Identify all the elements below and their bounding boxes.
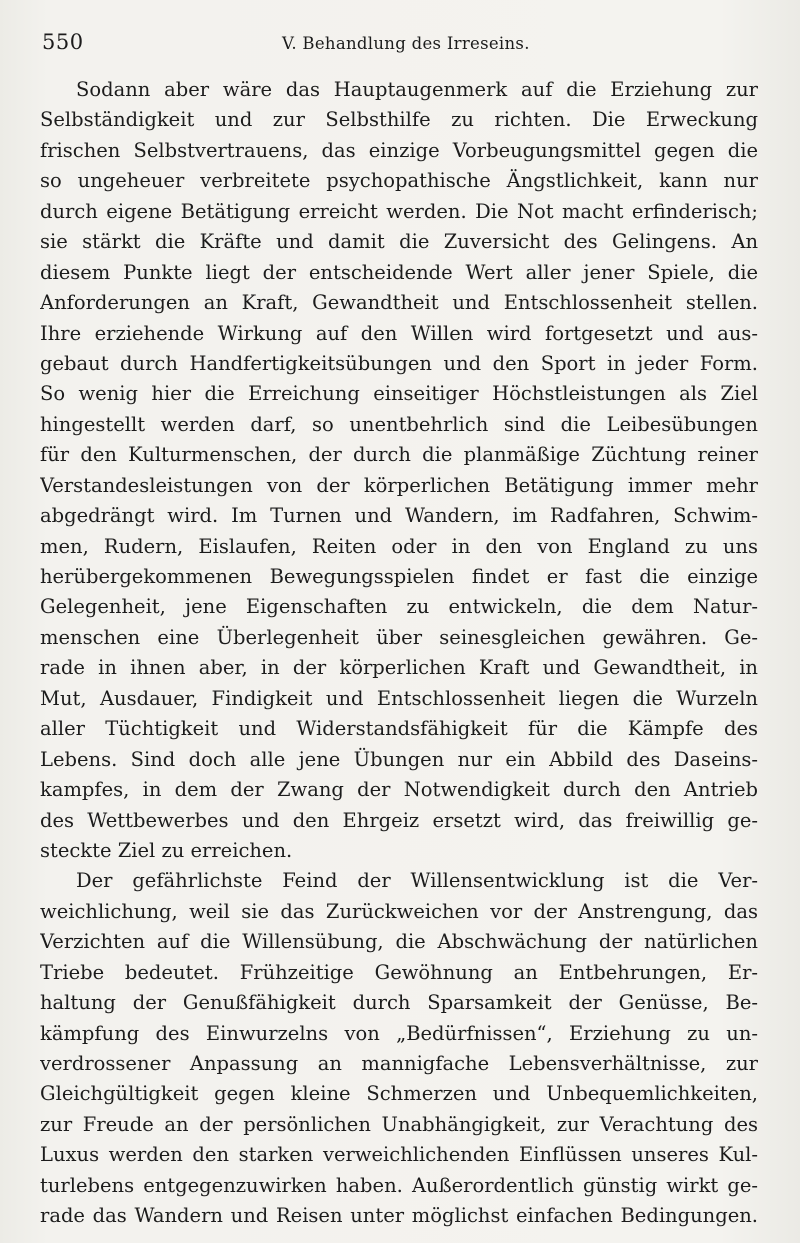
text-line: Selbständigkeit und zur Selbsthilfe zu richten. Die Erweckung [40, 108, 758, 132]
text-line: weichlichung, weil sie das Zurückweichen vor der Anstrengung, das [40, 899, 758, 923]
text-line: Verzichten auf die Willensübung, die Abschwächung der natürlichen [40, 930, 758, 954]
text-line: men, Rudern, Eislaufen, Reiten oder in den von England zu uns [40, 534, 758, 558]
text-line: Anforderungen an Kraft, Gewandtheit und Entschlossenheit stellen. [40, 291, 758, 315]
text-line: kampfes, in dem der Zwang der Notwendigkeit durch den Antrieb [40, 778, 758, 802]
text-line: so ungeheuer verbreitete psychopathische Ängstlichkeit, kann nur [40, 169, 758, 193]
text-line: Verstandesleistungen von der körperlichen Betätigung immer mehr [40, 473, 758, 497]
text-line: So wenig hier die Erreichung einseitiger Höchstleistungen als Ziel [40, 382, 758, 406]
text-line: Lebens. Sind doch alle jene Übungen nur ein Abbild des Daseins- [40, 747, 758, 771]
text-line: aller Tüchtigkeit und Widerstandsfähigkeit für die Kämpfe des [40, 717, 758, 741]
page-number: 550 [42, 30, 84, 54]
text-line: steckte Ziel zu erreichen. [40, 838, 293, 862]
page-header [42, 28, 758, 60]
text-line: rade in ihnen aber, in der körperlichen Kraft und Gewandtheit, in [40, 656, 758, 680]
text-line: Gelegenheit, jene Eigenschaften zu entwickeln, die dem Natur- [40, 595, 758, 619]
text-line: herübergekommenen Bewegungsspielen findet er fast die einzige [40, 565, 758, 588]
text-line: sie stärkt die Kräfte und damit die Zuversicht des Gelingens. An [40, 230, 758, 254]
text-line: Sodann aber wäre das Hauptaugenmerk auf die Erziehung zur [76, 78, 758, 101]
text-line: zur Freude an der persönlichen Unabhängigkeit, zur Verachtung des [40, 1112, 758, 1136]
text-line: gebaut durch Handfertigkeitsübungen und den Sport in jeder Form. [40, 351, 758, 375]
text-line: verdrossener Anpassung an mannigfache Lebensverhältnisse, zur [40, 1052, 758, 1075]
text-line: menschen eine Überlegenheit über seinesgleichen gewähren. Ge- [40, 625, 758, 649]
text-line: Der gefährlichste Feind der Willensentwicklung ist die Ver- [76, 869, 758, 893]
text-line: rade das Wandern und Reisen unter möglichst einfachen Bedingungen. [40, 1204, 758, 1228]
text-line: Ihre erziehende Wirkung auf den Willen wird fortgesetzt und aus- [40, 321, 758, 345]
body-text [40, 75, 758, 1232]
text-line: haltung der Genußfähigkeit durch Sparsamkeit der Genüsse, Be- [40, 991, 758, 1015]
text-line: kämpfung des Einwurzelns von „Bedürfnissen“, Erziehung zu un- [40, 1021, 758, 1045]
text-line: Gleichgültigkeit gegen kleine Schmerzen und Unbequemlichkeiten, [40, 1082, 758, 1106]
text-line: für den Kulturmenschen, der durch die planmäßige Züchtung reiner [40, 443, 758, 467]
running-head: V. Behandlung des Irreseins. [282, 34, 530, 53]
text-line: des Wettbewerbes und den Ehrgeiz ersetzt wird, das freiwillig ge- [40, 808, 758, 832]
text-line: durch eigene Betätigung erreicht werden. Die Not macht erfinderisch; [40, 199, 758, 223]
text-line: Mut, Ausdauer, Findigkeit und Entschlossenheit liegen die Wurzeln [40, 686, 758, 710]
text-line: abgedrängt wird. Im Turnen und Wandern, im Radfahren, Schwim- [40, 504, 758, 528]
text-line: frischen Selbstvertrauens, das einzige Vorbeugungsmittel gegen die [40, 138, 758, 162]
text-line: diesem Punkte liegt der entscheidende Wert aller jener Spiele, die [40, 260, 758, 284]
text-line: Luxus werden den starken verweichlichenden Einflüssen unseres Kul- [40, 1143, 758, 1167]
text-line: Triebe bedeutet. Frühzeitige Gewöhnung an Entbehrungen, Er- [40, 960, 758, 984]
text-line: turlebens entgegenzuwirken haben. Außerordentlich günstig wirkt ge- [40, 1173, 758, 1197]
text-line: hingestellt werden darf, so unentbehrlich sind die Leibesübungen [40, 412, 758, 436]
